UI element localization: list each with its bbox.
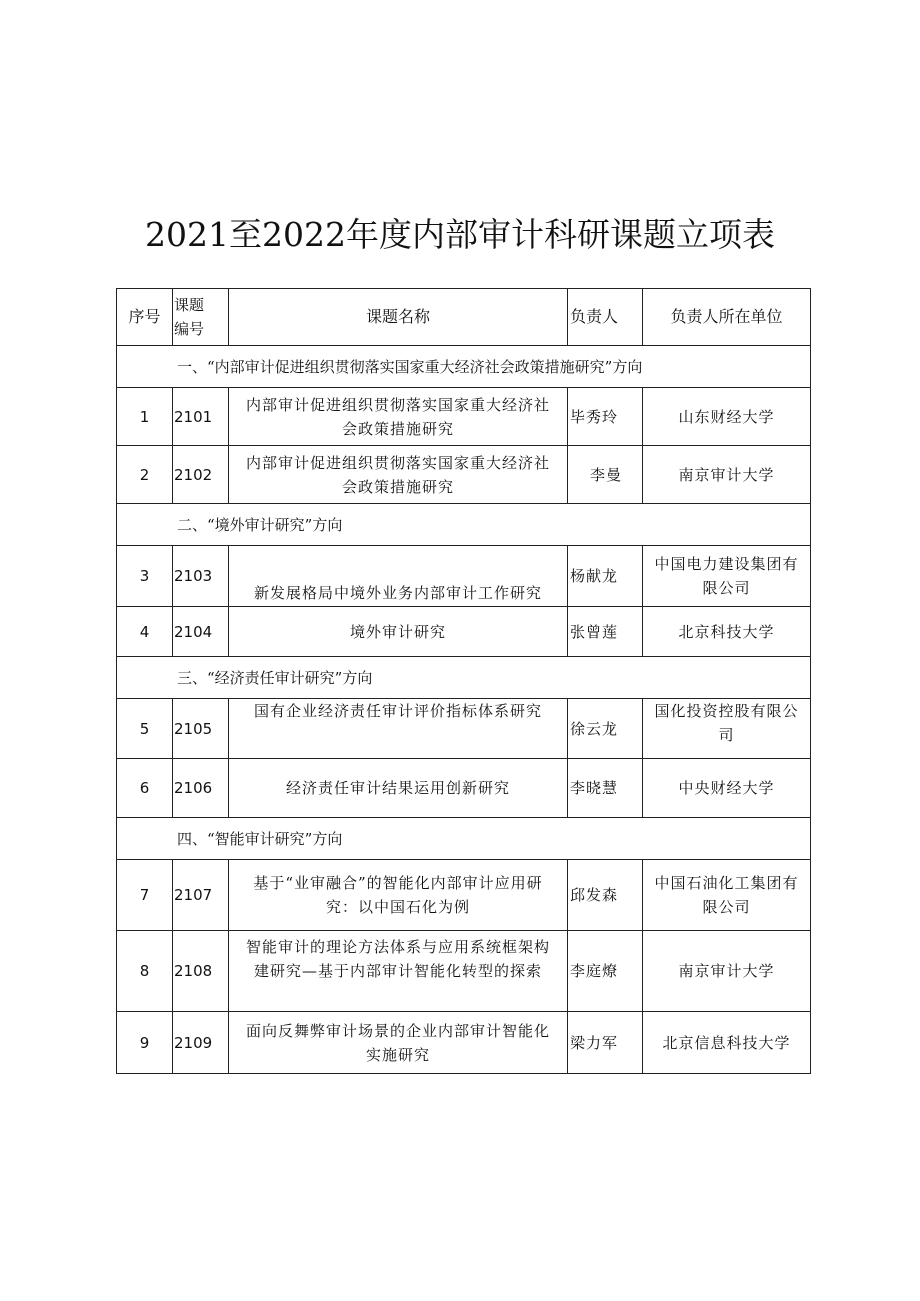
row-leader: 梁力军 bbox=[568, 1012, 643, 1074]
row-unit bbox=[643, 607, 811, 657]
row-code: 2105 bbox=[173, 699, 229, 759]
row-unit-line: 国化投资控股有限公 bbox=[654, 702, 799, 720]
row-leader: 李晓慧 bbox=[568, 759, 643, 818]
row-title bbox=[229, 931, 568, 1012]
row-title-line: 建研究—基于内部审计智能化转型的探索 bbox=[253, 962, 542, 980]
row-unit-line: 司 bbox=[718, 726, 735, 744]
row-title-line: 国有企业经济责任审计评价指标体系研究 bbox=[253, 702, 542, 720]
row-seq: 5 bbox=[117, 699, 173, 759]
row-title-line: 究：以中国石化为例 bbox=[325, 898, 470, 916]
row-code: 2108 bbox=[173, 931, 229, 1012]
row-title bbox=[229, 759, 568, 818]
table-row bbox=[117, 931, 811, 1012]
section-heading-row bbox=[117, 504, 811, 546]
row-seq: 4 bbox=[117, 607, 173, 657]
row-unit bbox=[643, 546, 811, 607]
row-title-line: 面向反舞弊审计场景的企业内部审计智能化 bbox=[245, 1021, 550, 1040]
row-unit bbox=[643, 860, 811, 931]
header-name: 课题名称 bbox=[229, 289, 568, 346]
section-heading-row bbox=[117, 346, 811, 388]
row-code: 2103 bbox=[173, 546, 229, 607]
row-seq: 1 bbox=[117, 388, 173, 446]
row-seq: 9 bbox=[117, 1012, 173, 1074]
row-unit bbox=[643, 446, 811, 504]
row-title-line: 经济责任审计结果运用创新研究 bbox=[285, 779, 510, 797]
row-unit-line: 中国电力建设集团有 bbox=[654, 555, 799, 573]
row-code: 2106 bbox=[173, 759, 229, 818]
row-title-line: 实施研究 bbox=[365, 1045, 430, 1064]
row-unit bbox=[643, 699, 811, 759]
row-unit bbox=[643, 759, 811, 818]
row-leader: 毕秀玲 bbox=[568, 388, 643, 446]
row-title bbox=[229, 607, 568, 657]
row-code: 2101 bbox=[173, 388, 229, 446]
row-unit-line: 中央财经大学 bbox=[678, 779, 775, 797]
row-title-line: 内部审计促进组织贯彻落实国家重大经济社 bbox=[245, 395, 550, 414]
row-title bbox=[229, 446, 568, 504]
row-title-line: 智能审计的理论方法体系与应用系统框架构 bbox=[245, 938, 550, 956]
header-code-line1: 课题 bbox=[174, 296, 205, 314]
project-table bbox=[116, 288, 811, 1074]
row-unit-line: 南京审计大学 bbox=[678, 962, 775, 980]
row-seq: 2 bbox=[117, 446, 173, 504]
header-seq: 序号 bbox=[117, 289, 173, 346]
row-unit bbox=[643, 388, 811, 446]
row-title-line: 内部审计促进组织贯彻落实国家重大经济社 bbox=[245, 453, 550, 472]
row-leader: 李曼 bbox=[568, 446, 643, 504]
section-heading-row bbox=[117, 818, 811, 860]
section-heading: 一、“内部审计促进组织贯彻落实国家重大经济社会政策措施研究”方向 bbox=[117, 346, 811, 388]
table-row bbox=[117, 607, 811, 657]
row-code: 2107 bbox=[173, 860, 229, 931]
section-heading-row bbox=[117, 657, 811, 699]
table-row bbox=[117, 699, 811, 759]
row-seq: 6 bbox=[117, 759, 173, 818]
row-title bbox=[229, 860, 568, 931]
row-title-line: 新发展格局中境外业务内部审计工作研究 bbox=[253, 584, 542, 602]
row-code: 2102 bbox=[173, 446, 229, 504]
row-code: 2104 bbox=[173, 607, 229, 657]
section-heading: 二、“境外审计研究”方向 bbox=[117, 504, 811, 546]
row-unit-line: 南京审计大学 bbox=[678, 465, 775, 484]
row-title-line: 会政策措施研究 bbox=[341, 477, 454, 496]
header-code bbox=[173, 289, 229, 346]
row-leader: 杨献龙 bbox=[568, 546, 643, 607]
table-row bbox=[117, 446, 811, 504]
row-title-line: 境外审计研究 bbox=[349, 622, 446, 641]
row-leader: 徐云龙 bbox=[568, 699, 643, 759]
row-title bbox=[229, 546, 568, 607]
row-unit-line: 限公司 bbox=[702, 898, 751, 916]
row-unit-line: 中国石油化工集团有 bbox=[654, 874, 799, 892]
row-title-line: 会政策措施研究 bbox=[341, 419, 454, 438]
row-code: 2109 bbox=[173, 1012, 229, 1074]
row-unit-line: 北京信息科技大学 bbox=[662, 1033, 791, 1052]
row-unit bbox=[643, 1012, 811, 1074]
table-row bbox=[117, 388, 811, 446]
row-unit-line: 限公司 bbox=[702, 579, 751, 597]
document-title: 2021至2022年度内部审计科研课题立项表 bbox=[145, 215, 775, 254]
section-heading: 三、“经济责任审计研究”方向 bbox=[117, 657, 811, 699]
row-title bbox=[229, 699, 568, 759]
row-seq: 3 bbox=[117, 546, 173, 607]
table-header-row bbox=[117, 289, 811, 346]
row-unit-line: 山东财经大学 bbox=[678, 407, 775, 426]
section-heading: 四、“智能审计研究”方向 bbox=[117, 818, 811, 860]
table-row bbox=[117, 860, 811, 931]
row-unit-line: 北京科技大学 bbox=[678, 622, 775, 641]
header-leader: 负责人 bbox=[568, 289, 643, 346]
row-title-line: 基于“业审融合”的智能化内部审计应用研 bbox=[253, 874, 543, 892]
table-row bbox=[117, 1012, 811, 1074]
row-leader: 李庭燎 bbox=[568, 931, 643, 1012]
row-unit bbox=[643, 931, 811, 1012]
table-row bbox=[117, 546, 811, 607]
row-seq: 8 bbox=[117, 931, 173, 1012]
row-seq: 7 bbox=[117, 860, 173, 931]
header-code-line2: 编号 bbox=[174, 320, 205, 338]
table-row bbox=[117, 759, 811, 818]
row-title bbox=[229, 388, 568, 446]
row-title bbox=[229, 1012, 568, 1074]
row-leader: 邱发森 bbox=[568, 860, 643, 931]
header-unit: 负责人所在单位 bbox=[643, 289, 811, 346]
row-leader: 张曾莲 bbox=[568, 607, 643, 657]
